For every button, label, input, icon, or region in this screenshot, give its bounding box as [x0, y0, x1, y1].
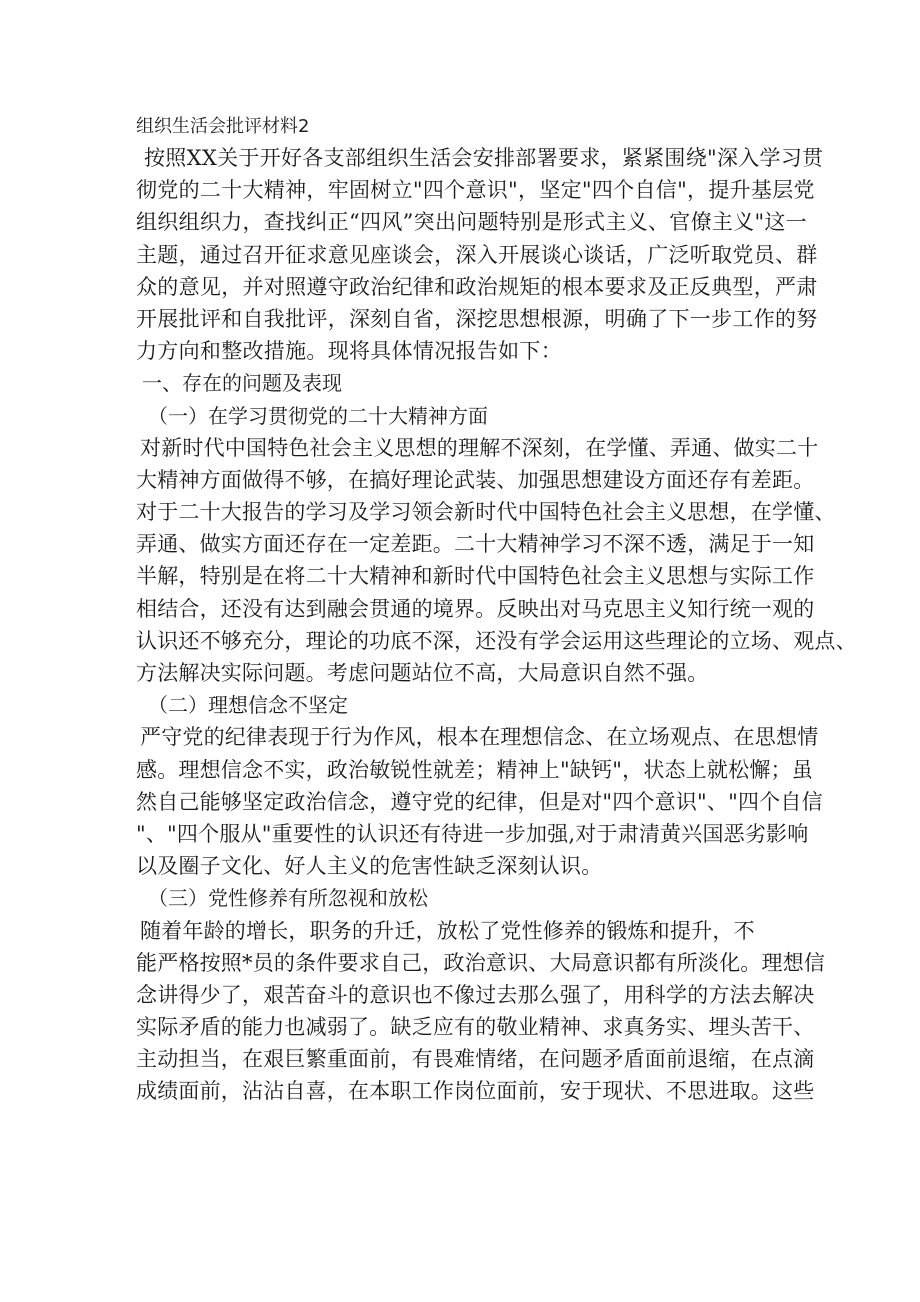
intro-line: 主题，通过召开征求意见座谈会，深入开展谈心谈话，广泛听取党员、群 [136, 242, 818, 267]
paragraph-line: 感。理想信念不实，政治敏锐性就差；精神上"缺钙"，状态上就松懈；虽 [136, 757, 813, 782]
subsection-heading-3: （三）党性修养有所忽视和放松 [148, 886, 428, 911]
intro-paragraph [136, 142, 836, 367]
section-heading: 一、存在的问题及表现 [142, 371, 342, 396]
paragraph-line: 然自己能够坚定政治信念，遵守党的纪律，但是对"四个意识"、"四个自信 [136, 789, 823, 814]
subsection-2-paragraph [136, 721, 836, 882]
subsection-1-paragraph [136, 432, 857, 690]
subsection-3-paragraph [136, 915, 836, 1108]
document-title: 组织生活会批评材料2 [136, 116, 310, 137]
paragraph-line: 相结合，还没有达到融会贯通的境界。反映出对马克思主义知行统一观的 [136, 596, 815, 621]
intro-line: 众的意见，并对照遵守政治纪律和政治规矩的根本要求及正反典型，严肃 [136, 274, 818, 299]
paragraph-line: 念讲得少了，艰苦奋斗的意识也不像过去那么强了，用科学的方法去解决 [136, 982, 815, 1007]
paragraph-line: 能严格按照*员的条件要求自己，政治意识、大局意识都有所淡化。理想信 [136, 950, 826, 975]
intro-line: 彻党的二十大精神，牢固树立"四个意识"，坚定"四个自信"，提升基层党 [136, 178, 815, 203]
paragraph-line: 半解，特别是在将二十大精神和新时代中国特色社会主义思想与实际工作 [136, 564, 815, 589]
subsection-heading-2: （二）理想信念不坚定 [148, 693, 348, 718]
document-body [136, 112, 857, 1108]
paragraph-line: 大精神方面做得不够，在搞好理论武装、加强思想建设方面还存有差距。 [136, 467, 815, 492]
paragraph-line: 方法解决实际问题。考虑问题站位不高，大局意识自然不强。 [136, 661, 709, 685]
paragraph-line: 对于二十大报告的学习及学习领会新时代中国特色社会主义思想，在学懂、 [136, 500, 836, 525]
paragraph-line: 弄通、做实方面还存在一定差距。二十大精神学习不深不透，满足于一知 [136, 532, 815, 557]
paragraph-line: 对新时代中国特色社会主义思想的理解不深刻，在学懂、弄通、做实二十 [140, 435, 819, 460]
paragraph-line: 实际矛盾的能力也减弱了。缺乏应有的敬业精神、求真务实、埋头苦干、 [136, 1015, 815, 1040]
paragraph-line: 认识还不够充分，理论的功底不深，还没有学会运用这些理论的立场、观点、 [136, 628, 857, 653]
intro-line: 组织组织力，查找纠正“四风”突出问题特别是形式主义、官僚主义"这一 [136, 210, 808, 235]
intro-line: 力方向和整改措施。现将具体情况报告如下： [136, 339, 562, 364]
intro-line: 开展批评和自我批评，深刻自省，深挖思想根源，明确了下一步工作的努 [136, 306, 818, 331]
subsection-heading-1: （一）在学习贯彻党的二十大精神方面 [148, 403, 488, 428]
intro-line: 按照XX关于开好各支部组织生活会安排部署要求，紧紧围绕"深入学习贯 [144, 146, 824, 170]
paragraph-line: 以及圈子文化、好人主义的危害性缺乏深刻认识。 [136, 854, 603, 879]
paragraph-line: "、"四个服从"重要性的认识还有待进一步加强,对于肃清黄兴国恶劣影响 [136, 821, 809, 846]
paragraph-line: 成绩面前，沾沾自喜，在本职工作岗位面前，安于现状、不思进取。这些 [136, 1079, 815, 1104]
paragraph-line: 主动担当，在艰巨繁重面前，有畏难情绪，在问题矛盾面前退缩，在点滴 [136, 1047, 815, 1072]
paragraph-line: 严守党的纪律表现于行为作风，根本在理想信念、在立场观点、在思想情 [140, 725, 819, 750]
paragraph-line: 随着年龄的增长，职务的升迁，放松了党性修养的锻炼和提升，不 [140, 918, 755, 943]
